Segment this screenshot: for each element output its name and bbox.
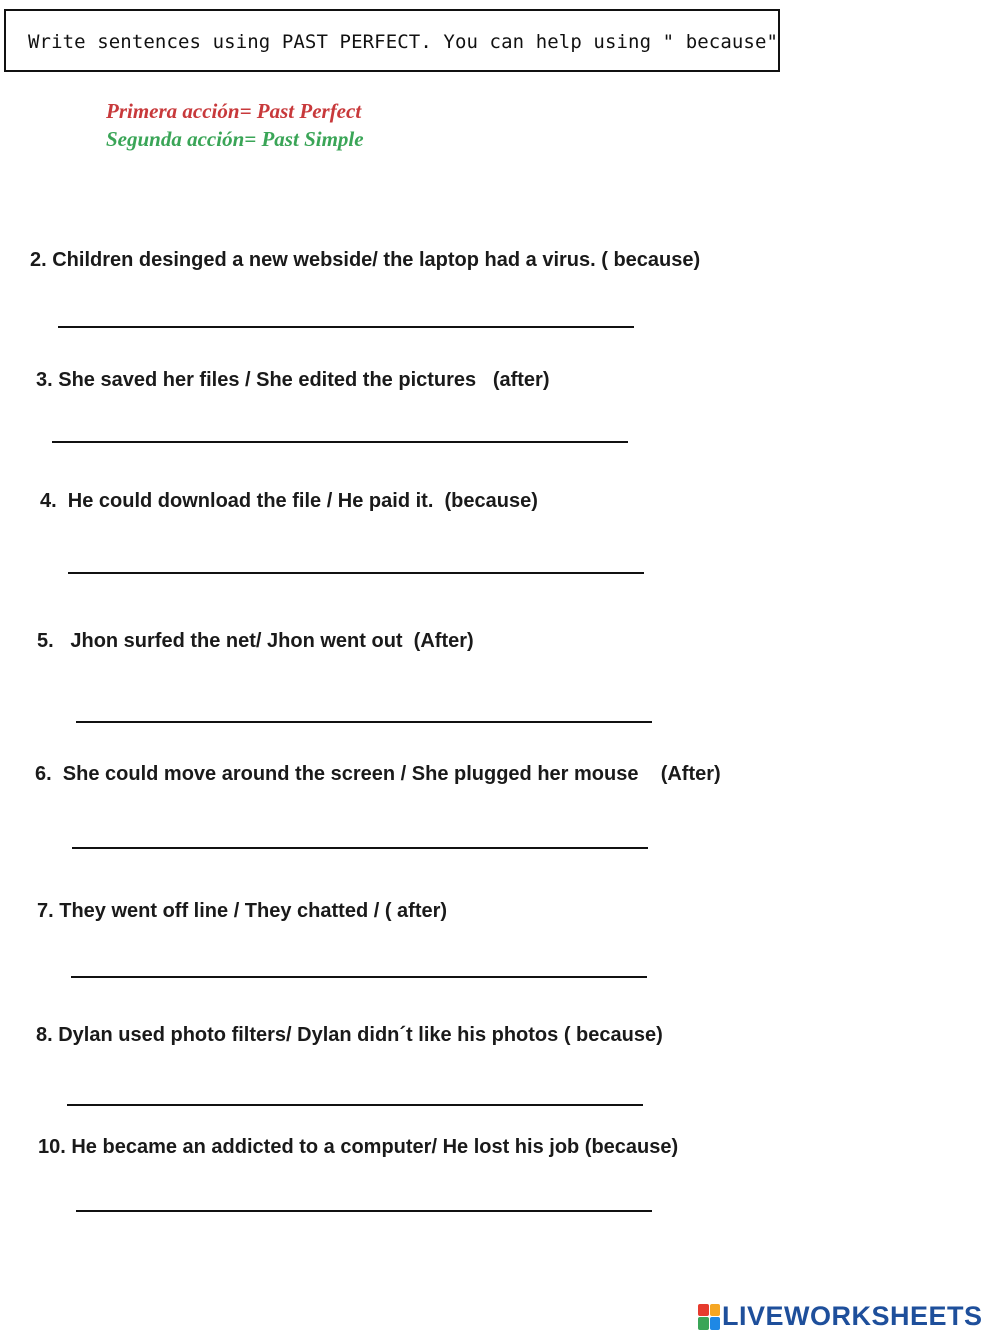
question-6: 6. She could move around the screen / She plugged her mouse (After) <box>35 763 721 785</box>
instruction-box <box>4 9 780 72</box>
answer-line-2[interactable] <box>58 326 634 328</box>
answer-line-7[interactable] <box>71 976 647 978</box>
question-8: 8. Dylan used photo filters/ Dylan didn´t like his photos ( because) <box>36 1024 663 1046</box>
instruction-text: Write sentences using PAST PERFECT. You can help using " because" <box>28 31 779 53</box>
question-4: 4. He could download the file / He paid it. (because) <box>40 490 538 512</box>
answer-line-8[interactable] <box>67 1104 643 1106</box>
answer-line-10[interactable] <box>76 1210 652 1212</box>
legend-first-action: Primera acción= Past Perfect <box>106 99 362 123</box>
liveworksheets-logo <box>698 1301 983 1332</box>
question-5: 5. Jhon surfed the net/ Jhon went out (After) <box>37 630 474 652</box>
answer-line-4[interactable] <box>68 572 644 574</box>
liveworksheets-logo-icon <box>698 1304 720 1330</box>
brand-text: LIVEWORKSHEETS <box>722 1301 983 1331</box>
answer-line-6[interactable] <box>72 847 648 849</box>
question-10: 10. He became an addicted to a computer/ He lost his job (because) <box>38 1136 679 1158</box>
question-2: 2. Children desinged a new webside/ the laptop had a virus. ( because) <box>30 249 701 271</box>
legend-second-action: Segunda acción= Past Simple <box>106 127 364 151</box>
question-3: 3. She saved her files / She edited the pictures (after) <box>36 369 550 391</box>
question-7: 7. They went off line / They chatted / ( after) <box>37 900 448 922</box>
answer-line-3[interactable] <box>52 441 628 443</box>
answer-line-5[interactable] <box>76 721 652 723</box>
